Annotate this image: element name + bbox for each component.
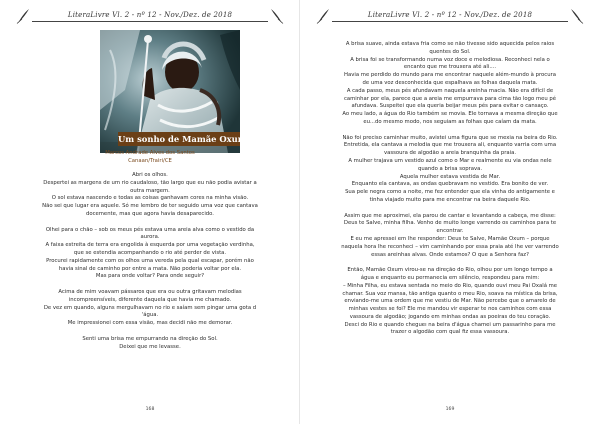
text-line: que se estendia acompanhando o rio até perder de vista. (73, 249, 227, 256)
text-line: Desci do Rio e quando chegueı na beira d'água chamei um passarinho para me (344, 321, 556, 328)
text-line: minhas vestes se foi? Ele me mandou vir esperar te nos caminhos com essa (348, 306, 552, 313)
text-line: quando a brisa soprava. (417, 165, 483, 172)
text-line: quentes do Sol. (429, 48, 471, 55)
text-line: Assim que me aproximei, ela parou de cantar e levantando a cabeça, me disse: (344, 212, 556, 219)
left-body-text (12, 172, 288, 351)
text-line: A brisa foi se transformando numa voz doce e melodiosa. Reconheci nela o (350, 56, 550, 63)
text-line: vassoura de algodão; jogando em minhas ondas as poeiras do teu coração. (349, 313, 551, 320)
text-line: Aquela mulher estava vestida de Mar. (399, 173, 501, 180)
text-line: docemente, mas que agora havia desaparecido. (86, 210, 214, 217)
text-line: A mulher trajava um vestido azul como o Mar e realmente eu via ondas nele (348, 157, 552, 164)
right-body-text (310, 41, 590, 337)
text-line: havia sinal de caminho por entre a mata. Não poderia voltar por ela. (58, 265, 242, 272)
text-line: Procurei rapidamente com os olhos uma vereda pela qual escapar, porém não (46, 257, 254, 264)
text-line: Olhei para o chão – sob os meus pés estava uma areia alva como o vestido da (45, 226, 255, 233)
header-text: LiteraLivre Vl. 2 - nº 12 - Nov./Dez. de 2018 (367, 11, 533, 19)
quill-feather-icon (570, 8, 584, 24)
text-line: De vez em quando, alguns mergulhavam no rio e saíam sem pingar uma gota d (43, 304, 257, 311)
text-line: Senti uma brisa me empurrando na direção do Sol. (82, 335, 218, 342)
text-line: eu...do mesmo modo, nos seguiam as folhas que caíam da mata. (363, 118, 537, 125)
text-line: A brisa suave, ainda estava fria como se não tivesse sido aquecida pelos raios (345, 41, 555, 47)
page-number: 168 (145, 407, 155, 412)
header-text: LiteraLivre Vl. 2 - nº 12 - Nov./Dez. de 2018 (67, 11, 233, 19)
text-line: incompreensíveis, diferente daquela que havia me chamado. (68, 296, 232, 303)
paragraph-gap (310, 205, 590, 213)
text-line: de uma voz desconhecida que espalhava as folhas daquela mata. (362, 79, 538, 86)
page-header (16, 9, 284, 25)
story-title: Um sonho de Mamãe Oxum (118, 134, 247, 144)
text-line: 'água. (141, 312, 159, 319)
text-line: afundava. Suspeitei que ela queria beijar meus pés para evitar o cansaço. (351, 103, 549, 110)
text-line: Sua pele negra como a noite, me fez entender que ela vinha do antigamente e (345, 189, 555, 196)
text-line: A cada passo, meus pés afundavam naquela areinha macia. Não era difícil de (346, 87, 554, 94)
text-line: Havia me perdido do mundo para me encontrar naquele além-mundo à procura (344, 72, 556, 79)
paragraph-gap (12, 281, 288, 289)
text-line: Abri os olhos. (132, 172, 168, 178)
paragraph-gap (12, 328, 288, 336)
author-location: Canaan/Trairi/CE (128, 158, 172, 164)
text-line: Entretida, ela cantava a melodia que me trouxera ali, enquanto varria com uma (343, 142, 557, 149)
text-line: Deus te Salve, minha filha. Venho de muito longe varrendo os caminhos para te (343, 220, 557, 227)
page-header (316, 9, 584, 25)
text-line: encanto que me trouxera até ali.... (403, 64, 497, 71)
text-line: essas areinhas alvas. Onde estamos? O que a Senhora faz? (371, 251, 529, 258)
text-line: chamar. Sua voz mansa, tão antiga quanto o meu Rio, soava na mística da brisa, (342, 290, 558, 297)
text-line: Acima de mim voavam pássaros que era ou outra gritavam melodias (58, 288, 242, 295)
text-line: enviando-me uma ordem que me vestiu de Mar. Não percebe que o amarelo de (344, 298, 556, 305)
text-line: tinha viajado muito para me encontrar na beira daquele Rio. (369, 196, 531, 203)
text-line: água e enquanto eu permanecia em silêncio, respondeu para mim: (360, 274, 540, 281)
quill-feather-icon (16, 8, 30, 24)
paragraph-gap (12, 219, 288, 227)
text-line: Me impressionei com essa visão, mas decidi não me demorar. (67, 320, 233, 327)
quill-feather-icon (316, 8, 330, 24)
paragraph-gap (310, 127, 590, 135)
right-page (300, 0, 600, 424)
text-line: Despertei as margens de um rio caudaloso, tão largo que eu não podia avistar a (43, 179, 257, 186)
header-rule (32, 21, 268, 22)
text-line: A faixa estreita de terra era engolida à esquerda por uma vegetação verdinha, (45, 242, 255, 249)
text-line: trazer o algodão com qual fiz essa vassoura. (390, 329, 510, 336)
text-line: Deixei que me levasse. (119, 343, 181, 350)
quill-feather-icon (270, 8, 284, 24)
text-line: – Minha Filha, eu estava sentada no meio do Rio, quando ouvi meu Pai Oxalá me (342, 282, 558, 289)
text-line: outra margem. (130, 187, 170, 194)
text-line: E eu me apressei em lhe responder: Deus te Salve, Mamãe Oxum – porque (350, 235, 550, 242)
paragraph-gap (310, 259, 590, 267)
text-line: Enquanto ela cantava, as ondas quebravam no vestido. Era bonito de ver. (351, 181, 549, 188)
author-name: Marcos Andrade Alves dos Santos (105, 150, 195, 156)
header-rule (332, 21, 568, 22)
text-line: Não foi preciso caminhar muito, avistei uma figura que se mexia na beira do Rio. (342, 134, 558, 141)
text-line: O sol estava nascendo e todas as coisas ganhavam cores na minha visão. (51, 195, 249, 202)
text-line: aurora. (140, 234, 160, 241)
text-line: encontrar. (436, 228, 464, 235)
text-line: Então, Mamãe Oxum virou-se na direção do Rio, olhou por um longo tempo a (347, 267, 553, 274)
text-line: naquela hora lhe reconheci – vim caminhando por essa praia até lhe ver varrendo (341, 243, 559, 250)
text-line: vassoura de algodão a areia branquinha da praia. (383, 150, 517, 157)
page-number: 169 (445, 407, 455, 412)
text-line: Não sei que lugar era aquele. Só me lembro de ter seguido uma voz que cantava (42, 203, 258, 210)
text-line: Mas para onde voltar? Para onde seguir? (95, 273, 205, 280)
text-line: caminhar por ela, parece que a areia me empurrava para cima tão logo meu pé (343, 95, 557, 102)
text-line: Ao meu lado, a água do Rio também se movia. Ele tornava a mesma direção que (342, 111, 558, 118)
